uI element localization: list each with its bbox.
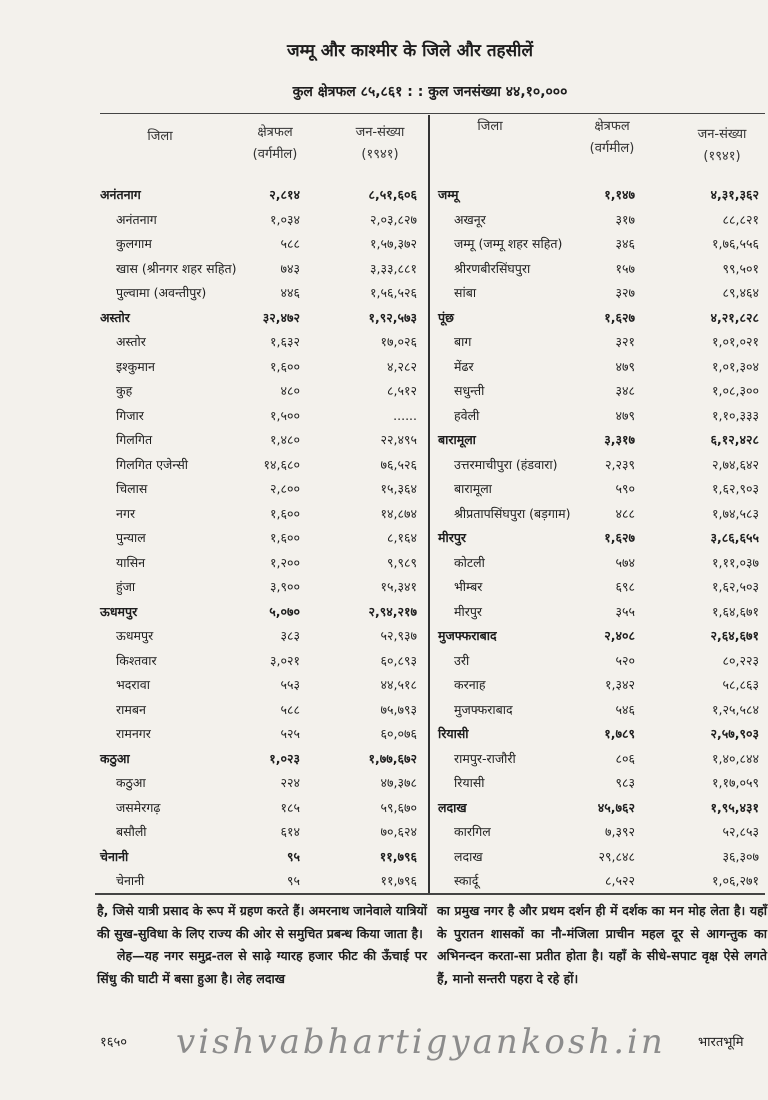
area-value: ३८३	[280, 628, 300, 643]
header-unit: (वर्गमील)	[252, 147, 298, 162]
tehsil-row	[438, 404, 763, 429]
place-name: गिलगित एजेन्सी	[116, 456, 189, 472]
area-value: १,५००	[270, 407, 300, 423]
area-value: ५२५	[280, 726, 300, 741]
population-value: ६०,८९३	[380, 652, 417, 668]
area-value: ४७९	[615, 358, 635, 374]
book-title: भारतभूमि	[698, 1035, 744, 1050]
district-row	[438, 428, 763, 453]
tehsil-row	[438, 551, 763, 576]
area-value: १,०३४	[270, 211, 300, 227]
place-name: जम्मू	[438, 187, 459, 202]
area-value: १,६००	[270, 505, 300, 521]
place-name: चिलास	[116, 481, 148, 496]
tehsil-row	[438, 208, 763, 233]
tehsil-row	[100, 771, 425, 796]
tehsil-row	[100, 624, 425, 649]
population-value: ९९,५०१	[722, 260, 759, 276]
area-value: ३१७	[615, 211, 635, 227]
population-value: १५,३६४	[380, 481, 417, 496]
place-name: उत्तरमाचीपुरा (हंडवारा)	[454, 456, 558, 472]
area-value: ३,९००	[270, 579, 300, 594]
population-value: ८०,२२३	[722, 652, 759, 668]
header-district-left	[120, 126, 200, 148]
header-label: जिला	[477, 119, 503, 134]
place-name: कुलगाम	[116, 236, 152, 251]
area-value: २,२३९	[605, 456, 635, 472]
area-value: ९५	[286, 873, 300, 888]
population-value: ९,९८९	[387, 554, 417, 570]
tehsil-row	[438, 869, 763, 894]
area-value: १,६००	[270, 358, 300, 374]
tehsil-row	[438, 820, 763, 845]
area-value: १,०२३	[269, 750, 300, 766]
place-name: गिलगित	[116, 432, 153, 447]
population-value: १,२५,५८४	[712, 701, 759, 717]
population-value: ६,१२,४२८	[710, 432, 759, 447]
tehsil-row	[438, 845, 763, 870]
population-value: १४,८७४	[380, 505, 417, 521]
tehsil-row	[100, 796, 425, 821]
area-value: ४७९	[615, 407, 635, 423]
area-value: ३२७	[615, 285, 635, 300]
population-value: ४,२८२	[387, 358, 417, 374]
tehsil-row	[100, 820, 425, 845]
place-name: श्रीरणबीरसिंघपुरा	[454, 260, 531, 276]
header-label: जन-संख्या	[355, 125, 405, 140]
place-name: चेनानी	[100, 848, 129, 864]
population-value: ८,५१,६०६	[368, 187, 417, 202]
area-value: ९५	[286, 848, 300, 864]
header-unit: (वर्गमील)	[589, 141, 635, 156]
area-value: १,१४७	[604, 187, 635, 202]
header-area-right	[572, 116, 652, 160]
tehsil-row	[100, 330, 425, 355]
place-name: लदाख	[454, 848, 483, 864]
place-name: रियासी	[438, 726, 469, 741]
area-value: १,२००	[270, 554, 300, 570]
place-name: मेंढर	[454, 358, 474, 374]
district-row	[438, 306, 763, 331]
population-value: १,१७,०५९	[712, 775, 759, 790]
place-name: रामनगर	[116, 726, 151, 741]
area-value: १८५	[280, 799, 300, 815]
place-name: चेनानी	[116, 873, 145, 888]
population-value: १,१०,३३३	[712, 407, 759, 423]
area-value: १,४८०	[270, 432, 300, 447]
place-name: जम्मू (जम्मू शहर सहित)	[454, 236, 563, 251]
tehsil-row	[438, 453, 763, 478]
population-value: २,०३,८२७	[370, 211, 417, 227]
population-value: २,५७,९०३	[710, 726, 759, 741]
tehsil-row	[438, 673, 763, 698]
population-value: ४,३१,३६२	[710, 187, 759, 202]
population-value: ११,७९६	[379, 848, 417, 864]
top-rule	[100, 113, 765, 114]
population-value: १,५७,३७२	[370, 236, 417, 251]
paragraph: का प्रमुख नगर है और प्रथम दर्शन ही में दर्शक का मन मोह लेता है। यहाँ के पुरातन शासकों का नौ-मंजिला प्राचीन महल दूर से आगन्तुक का अभिनन्दन करता-सा प्रतीत होता है। यहाँ के सीधे-सपाट वृक्ष ऐसे लगते हैं, मानो सन्तरी पहरा दे रहे हों।	[437, 903, 767, 986]
page-number: १६५०	[100, 1035, 128, 1050]
area-value: १,३४२	[605, 677, 635, 692]
place-name: अस्तोर	[116, 334, 146, 349]
area-value: ६९८	[615, 579, 635, 594]
header-label: जन-संख्या	[697, 127, 747, 142]
place-name: बसौली	[116, 824, 147, 839]
population-value: १,७६,५५६	[712, 236, 759, 251]
area-value: ५,०७०	[269, 603, 300, 619]
population-value: ३,३३,८८१	[370, 260, 417, 276]
place-name: पुन्याल	[116, 530, 146, 545]
left-table	[100, 183, 425, 894]
tehsil-row	[100, 869, 425, 894]
population-value: १,७७,६७२	[368, 750, 417, 766]
place-name: किश्तवार	[116, 652, 157, 668]
population-value: १५,३४१	[380, 579, 417, 594]
area-value: ९८३	[615, 775, 635, 790]
population-value: ११,७९६	[380, 873, 417, 888]
tehsil-row	[100, 698, 425, 723]
page-subtitle: कुल क्षेत्रफल ८५,८६१ : : कुल जनसंख्या ४४,१०,०००	[292, 84, 568, 100]
tehsil-row	[100, 453, 425, 478]
district-row	[438, 526, 763, 551]
population-value: ७६,५२६	[380, 456, 417, 472]
population-value: ५९,६७०	[380, 799, 417, 815]
population-value: १,६४,६७१	[712, 603, 759, 619]
tehsil-row	[438, 771, 763, 796]
area-value: १,६२७	[604, 530, 635, 545]
area-value: ४५,७६२	[597, 799, 635, 815]
header-area-left	[235, 122, 315, 166]
place-name: खास (श्रीनगर शहर सहित)	[116, 260, 237, 276]
place-name: भीम्बर	[454, 579, 483, 594]
population-value: १,९५,४३१	[710, 799, 759, 815]
header-population-right	[682, 124, 762, 168]
tehsil-row	[100, 575, 425, 600]
population-value: १,६२,९०३	[712, 481, 759, 496]
tehsil-row	[438, 232, 763, 257]
area-value: ८,५२२	[605, 873, 635, 888]
tehsil-row	[438, 281, 763, 306]
place-name: मीरपुर	[454, 603, 483, 619]
district-row	[100, 183, 425, 208]
column-divider	[428, 115, 430, 893]
right-table	[438, 183, 763, 894]
place-name: इश्कुमान	[116, 358, 155, 374]
place-name: कठुआ	[100, 750, 130, 766]
area-value: १,६३२	[270, 334, 300, 349]
tehsil-row	[100, 502, 425, 527]
population-value: १,०८,३००	[712, 383, 759, 398]
place-name: रामपुर-राजौरी	[454, 750, 516, 766]
place-name: अस्तोर	[100, 309, 130, 325]
place-name: जसमेरगढ़	[116, 799, 161, 815]
population-value: १,०१,३०४	[712, 358, 759, 374]
area-value: ३४६	[615, 236, 635, 251]
population-value: ५८,८६३	[722, 677, 759, 692]
area-value: ५८८	[280, 236, 300, 251]
area-value: ५२०	[615, 652, 635, 668]
tehsil-row	[100, 722, 425, 747]
area-value: ३२,४७२	[262, 309, 300, 325]
population-value: ४,२१,८२८	[710, 309, 759, 325]
place-name: बारामूला	[454, 481, 492, 496]
population-value: १,०१,०२१	[712, 334, 759, 349]
header-label: जिला	[147, 129, 173, 144]
area-value: २,८१४	[269, 187, 300, 202]
place-name: अनंतनाग	[116, 211, 157, 227]
tehsil-row	[438, 600, 763, 625]
tehsil-row	[100, 526, 425, 551]
area-value: १,६२७	[604, 309, 635, 325]
place-name: मुजफ्फराबाद	[438, 628, 497, 643]
area-value: १४,६८०	[263, 456, 300, 472]
tehsil-row	[100, 257, 425, 282]
area-value: १,७८९	[604, 726, 635, 741]
tehsil-row	[438, 698, 763, 723]
place-name: पुल्वामा (अवन्तीपुर)	[116, 285, 207, 300]
area-value: ८०६	[615, 750, 635, 766]
population-value: ८,५१२	[387, 383, 417, 398]
population-value: ४७,३७८	[380, 775, 417, 790]
district-row	[438, 183, 763, 208]
population-value: १,४०,८४४	[712, 750, 759, 766]
area-value: ४८८	[615, 505, 635, 521]
population-value: ५२,९३७	[380, 628, 417, 643]
body-text-right	[437, 900, 767, 990]
place-name: कारगिल	[454, 824, 491, 839]
population-value: ८८,८२१	[722, 211, 759, 227]
header-label: क्षेत्रफल	[257, 125, 293, 140]
population-value: १७,०२६	[380, 334, 417, 349]
area-value: २९,८४८	[598, 848, 635, 864]
area-value: २,४०८	[604, 628, 635, 643]
tehsil-row	[438, 330, 763, 355]
body-text-left	[97, 900, 427, 990]
tehsil-row	[438, 747, 763, 772]
area-value: ६१४	[280, 824, 300, 839]
population-value: ४४,५१८	[380, 677, 417, 692]
place-name: मीरपुर	[438, 530, 467, 545]
tehsil-row	[100, 649, 425, 674]
population-value: ८९,४६४	[722, 285, 759, 300]
population-value: १,०६,२७१	[712, 873, 759, 888]
population-value: १,६२,५०३	[712, 579, 759, 594]
district-row	[100, 600, 425, 625]
tehsil-row	[438, 477, 763, 502]
place-name: ऊधमपुर	[116, 628, 154, 643]
paragraph: लेह—यह नगर समुद्र-तल से साढ़े ग्यारह हजार फीट की ऊँचाई पर सिंधु की घाटी में बसा हुआ है। लेह लदाख	[97, 948, 427, 986]
population-value: २,९४,२१७	[368, 603, 417, 619]
population-value: ६०,०७६	[380, 726, 417, 741]
area-value: ३,३१७	[604, 432, 635, 447]
tehsil-row	[100, 551, 425, 576]
place-name: लदाख	[438, 799, 467, 815]
district-row	[438, 624, 763, 649]
place-name: बाग	[454, 334, 472, 349]
place-name: कुह	[116, 383, 133, 398]
tehsil-row	[438, 257, 763, 282]
place-name: हुंजा	[116, 579, 136, 594]
paragraph: है, जिसे यात्री प्रसाद के रूप में ग्रहण करते हैं। अमरनाथ जानेवाले यात्रियों की सुख-सुविधा के लिए राज्य की ओर से समुचित प्रबन्ध किया जाता है।	[97, 903, 427, 941]
area-value: ५९०	[615, 481, 635, 496]
population-value: २२,४९५	[380, 432, 417, 447]
header-year: (१९४१)	[703, 149, 741, 164]
tehsil-row	[438, 575, 763, 600]
area-value: ५५३	[280, 677, 300, 692]
place-name: मुजफ्फराबाद	[454, 701, 513, 717]
header-population-left	[340, 122, 420, 166]
district-row	[100, 845, 425, 870]
tehsil-row	[100, 428, 425, 453]
page-title: जम्मू और काश्मीर के जिले और तहसीलें	[286, 41, 533, 61]
area-value: ४८०	[280, 383, 300, 398]
population-value: ७५,७९३	[380, 701, 417, 717]
place-name: रियासी	[454, 775, 485, 790]
area-value: ५४६	[615, 701, 635, 717]
area-value: ३,०२१	[270, 652, 300, 668]
district-row	[438, 796, 763, 821]
area-value: २२४	[280, 775, 300, 790]
area-value: ३२१	[615, 334, 635, 349]
place-name: नगर	[116, 505, 136, 521]
population-value: १,७४,५८३	[712, 505, 759, 521]
population-value: १,५६,५२६	[370, 285, 417, 300]
header-label: क्षेत्रफल	[594, 119, 630, 134]
tehsil-row	[100, 673, 425, 698]
tehsil-row	[438, 649, 763, 674]
tehsil-row	[100, 404, 425, 429]
place-name: उरी	[454, 652, 470, 668]
population-value: २,७४,६४२	[712, 456, 759, 472]
place-name: गिजार	[116, 407, 144, 423]
tehsil-row	[438, 355, 763, 380]
area-value: ७,३९२	[605, 824, 635, 839]
place-name: सधुन्ती	[454, 383, 485, 398]
area-value: २,८००	[270, 481, 300, 496]
area-value: ४४६	[280, 285, 300, 300]
watermark: vishvabhartigyankosh.in	[176, 1022, 666, 1062]
population-value: २,६४,६७१	[710, 628, 759, 643]
population-value: ३,८६,६५५	[710, 530, 759, 545]
tehsil-row	[438, 502, 763, 527]
place-name: यासिन	[116, 554, 146, 570]
place-name: श्रीप्रतापसिंघपुरा (बड़गाम)	[454, 505, 571, 521]
area-value: ७४३	[280, 260, 300, 276]
population-value: ७०,६२४	[380, 824, 417, 839]
district-row	[100, 747, 425, 772]
district-row	[100, 306, 425, 331]
place-name: सांबा	[454, 285, 477, 300]
population-value: १,११,०३७	[712, 554, 759, 570]
area-value: ५८८	[280, 701, 300, 717]
area-value: ५७४	[615, 554, 635, 570]
tehsil-row	[100, 281, 425, 306]
area-value: ३४८	[615, 383, 635, 398]
tehsil-row	[100, 355, 425, 380]
place-name: बारामूला	[438, 432, 476, 447]
tehsil-row	[100, 208, 425, 233]
district-row	[438, 722, 763, 747]
place-name: भदरावा	[116, 677, 150, 692]
place-name: स्कार्दू	[454, 873, 479, 888]
place-name: कोटली	[454, 554, 485, 570]
tehsil-row	[438, 379, 763, 404]
place-name: पूंछ	[438, 309, 454, 325]
area-value: ३५५	[615, 603, 635, 619]
tehsil-row	[100, 477, 425, 502]
header-district-right	[450, 116, 530, 138]
population-value: १,९२,५७३	[368, 309, 417, 325]
place-name: कठुआ	[116, 775, 146, 790]
area-value: १,६००	[270, 530, 300, 545]
area-value: १५७	[615, 260, 635, 276]
place-name: करनाह	[454, 677, 486, 692]
tehsil-row	[100, 379, 425, 404]
place-name: अखनूर	[454, 211, 486, 227]
population-value: ५२,८५३	[722, 824, 759, 839]
population-value: ३६,३०७	[722, 848, 759, 864]
header-year: (१९४१)	[361, 147, 399, 162]
population-value: ......	[393, 407, 417, 423]
population-value: ८,१६४	[387, 530, 417, 545]
place-name: अनंतनाग	[100, 187, 141, 202]
place-name: ऊधमपुर	[100, 603, 138, 619]
place-name: रामबन	[116, 701, 146, 717]
tehsil-row	[100, 232, 425, 257]
place-name: हवेली	[454, 407, 480, 423]
